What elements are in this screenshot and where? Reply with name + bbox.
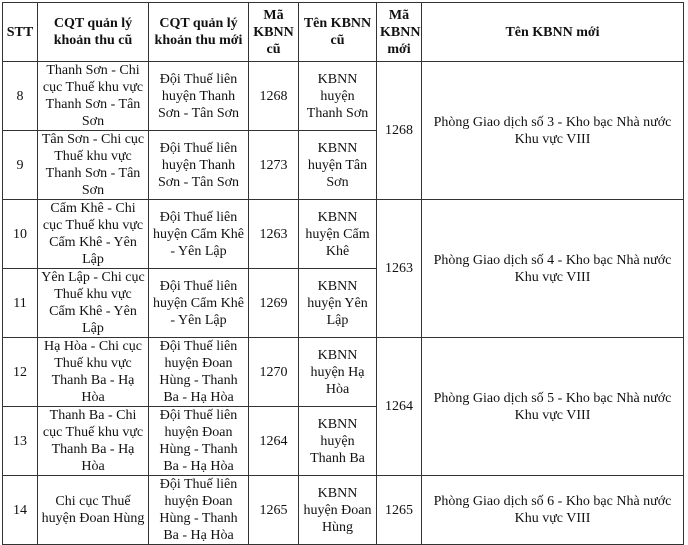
table-row [3, 62, 684, 131]
cell-new-authority: Đội Thuế liên huyện Đoan Hùng - Thanh Ba - Hạ Hòa [149, 338, 249, 407]
cell-new-authority: Đội Thuế liên huyện Đoan Hùng - Thanh Ba - Hạ Hòa [149, 407, 249, 476]
cell-old-code: 1264 [249, 407, 299, 476]
cell-new-authority: Đội Thuế liên huyện Cẩm Khê - Yên Lập [149, 200, 249, 269]
cell-new-authority: Đội Thuế liên huyện Cẩm Khê - Yên Lập [149, 269, 249, 338]
cell-stt: 13 [3, 407, 38, 476]
cell-old-name: KBNN huyện Thanh Ba [299, 407, 377, 476]
cell-old-authority: Chi cục Thuế huyện Đoan Hùng [38, 476, 149, 545]
cell-new-code: 1264 [377, 338, 422, 476]
cell-new-name: Phòng Giao dịch số 4 - Kho bạc Nhà nước Khu vực VIII [422, 200, 684, 338]
kbnn-mapping-table [2, 2, 684, 545]
cell-new-name: Phòng Giao dịch số 3 - Kho bạc Nhà nước Khu vực VIII [422, 62, 684, 200]
cell-new-name: Phòng Giao dịch số 6 - Kho bạc Nhà nước Khu vực VIII [422, 476, 684, 545]
cell-new-code: 1268 [377, 62, 422, 200]
cell-old-name: KBNN huyện Tân Sơn [299, 131, 377, 200]
cell-stt: 8 [3, 62, 38, 131]
cell-stt: 10 [3, 200, 38, 269]
table-row [3, 338, 684, 407]
header-new-code: Mã KBNN mới [377, 3, 422, 62]
cell-new-code: 1265 [377, 476, 422, 545]
cell-new-code: 1263 [377, 200, 422, 338]
table-row [3, 476, 684, 545]
header-old-code: Mã KBNN cũ [249, 3, 299, 62]
cell-old-code: 1270 [249, 338, 299, 407]
cell-old-code: 1273 [249, 131, 299, 200]
cell-old-authority: Yên Lập - Chi cục Thuế khu vực Cẩm Khê - Yên Lập [38, 269, 149, 338]
cell-old-name: KBNN huyện Yên Lập [299, 269, 377, 338]
header-new-authority: CQT quản lý khoản thu mới [149, 3, 249, 62]
cell-new-authority: Đội Thuế liên huyện Thanh Sơn - Tân Sơn [149, 131, 249, 200]
cell-old-authority: Tân Sơn - Chi cục Thuế khu vực Thanh Sơn - Tân Sơn [38, 131, 149, 200]
header-old-name: Tên KBNN cũ [299, 3, 377, 62]
cell-old-code: 1263 [249, 200, 299, 269]
cell-old-authority: Thanh Sơn - Chi cục Thuế khu vực Thanh Sơn - Tân Sơn [38, 62, 149, 131]
cell-old-authority: Hạ Hòa - Chi cục Thuế khu vực Thanh Ba - Hạ Hòa [38, 338, 149, 407]
cell-old-name: KBNN huyện Đoan Hùng [299, 476, 377, 545]
cell-old-code: 1269 [249, 269, 299, 338]
cell-stt: 9 [3, 131, 38, 200]
cell-new-authority: Đội Thuế liên huyện Thanh Sơn - Tân Sơn [149, 62, 249, 131]
table-row [3, 200, 684, 269]
header-stt: STT [3, 3, 38, 62]
cell-stt: 14 [3, 476, 38, 545]
header-old-authority: CQT quản lý khoản thu cũ [38, 3, 149, 62]
header-row [3, 3, 684, 62]
cell-new-name: Phòng Giao dịch số 5 - Kho bạc Nhà nước Khu vực VIII [422, 338, 684, 476]
cell-stt: 12 [3, 338, 38, 407]
cell-old-name: KBNN huyện Hạ Hòa [299, 338, 377, 407]
cell-new-authority: Đội Thuế liên huyện Đoan Hùng - Thanh Ba - Hạ Hòa [149, 476, 249, 545]
cell-old-authority: Cẩm Khê - Chi cục Thuế khu vực Cẩm Khê - Yên Lập [38, 200, 149, 269]
cell-old-code: 1268 [249, 62, 299, 131]
header-new-name: Tên KBNN mới [422, 3, 684, 62]
cell-stt: 11 [3, 269, 38, 338]
cell-old-authority: Thanh Ba - Chi cục Thuế khu vực Thanh Ba - Hạ Hòa [38, 407, 149, 476]
cell-old-code: 1265 [249, 476, 299, 545]
cell-old-name: KBNN huyện Thanh Sơn [299, 62, 377, 131]
cell-old-name: KBNN huyện Cẩm Khê [299, 200, 377, 269]
